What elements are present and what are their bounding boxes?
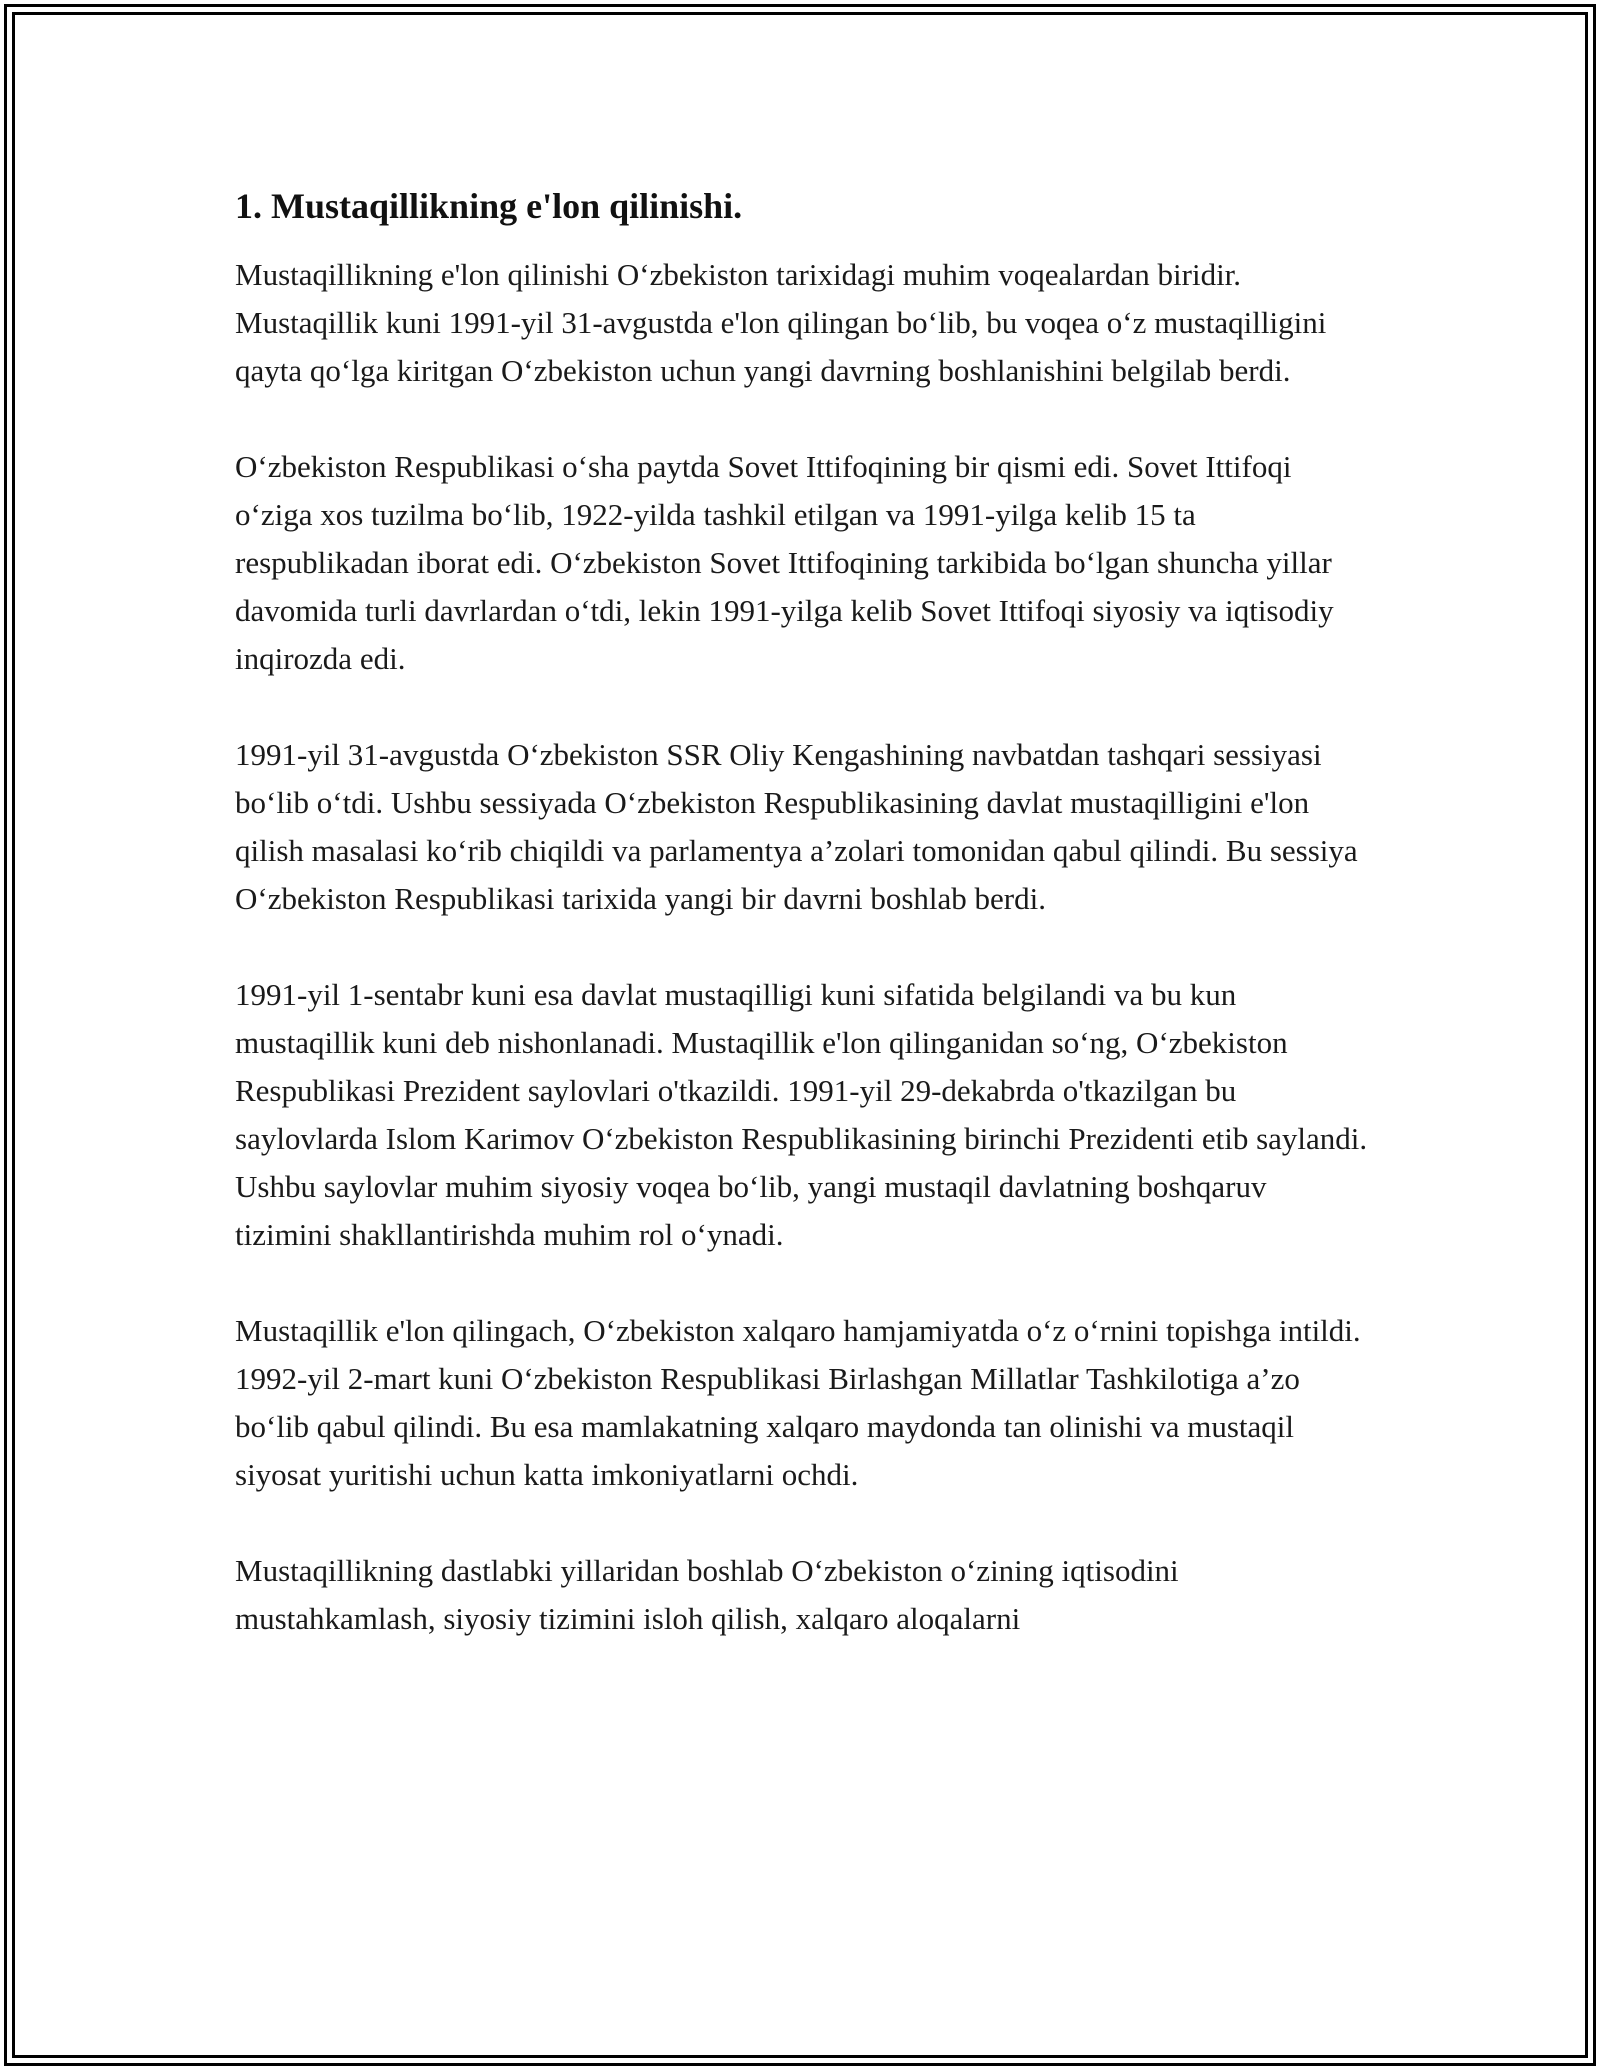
- document-body: [235, 183, 1370, 1691]
- paragraph-1: Mustaqillikning e'lon qilinishi O‘zbekiston tarixidagi muhim voqealardan biridir. Mustaqillik kuni 1991-yil 31-avgustda e'lon qilingan bo‘lib, bu voqea o‘z mustaqilligini qayta qo‘lga kiritgan O‘zbekiston uchun yangi davrning boshlanishini belgilab berdi.: [235, 257, 1327, 388]
- paragraph-2: O‘zbekiston Respublikasi o‘sha paytda Sovet Ittifoqining bir qismi edi. Sovet Ittifoqi o‘ziga xos tuzilma bo‘lib, 1922-yilda tashkil etilgan va 1991-yilga kelib 15 ta respublikadan iborat edi. O‘zbekiston Sovet Ittifoqining tarkibida bo‘lgan shuncha yillar davomida turli davrlardan o‘tdi, lekin 1991-yilga kelib Sovet Ittifoqi siyosiy va iqtisodiy inqirozda edi.: [235, 449, 1334, 676]
- paragraph-3: 1991-yil 31-avgustda O‘zbekiston SSR Oliy Kengashining navbatdan tashqari sessiyasi bo‘lib o‘tdi. Ushbu sessiyada O‘zbekiston Respublikasining davlat mustaqilligini e'lon qilish masalasi ko‘rib chiqildi va parlamentya a’zolari tomonidan qabul qilindi. Bu sessiya O‘zbekiston Respublikasi tarixida yangi bir davrni boshlab berdi.: [235, 737, 1358, 916]
- section-title: 1. Mustaqillikning e'lon qilinishi.: [235, 186, 743, 226]
- paragraph-4: 1991-yil 1-sentabr kuni esa davlat mustaqilligi kuni sifatida belgilandi va bu kun mustaqillik kuni deb nishonlanadi. Mustaqillik e'lon qilinganidan so‘ng, O‘zbekiston Respublikasi Prezident saylovlari o'tkazildi. 1991-yil 29-dekabrda o'tkazilgan bu saylovlarda Islom Karimov O‘zbekiston Respublikasining birinchi Prezidenti etib saylandi. Ushbu saylovlar muhim siyosiy voqea bo‘lib, yangi mustaqil davlatning boshqaruv tizimini shakllantirishda muhim rol o‘ynadi.: [235, 977, 1368, 1252]
- paragraph-6: Mustaqillikning dastlabki yillaridan boshlab O‘zbekiston o‘zining iqtisodini mustahkamlash, siyosiy tizimini isloh qilish, xalqaro aloqalarni: [235, 1553, 1179, 1636]
- paragraph-5: Mustaqillik e'lon qilingach, O‘zbekiston xalqaro hamjamiyatda o‘z o‘rnini topishga intildi. 1992-yil 2-mart kuni O‘zbekiston Respublikasi Birlashgan Millatlar Tashkilotiga a’zo bo‘lib qabul qilindi. Bu esa mamlakatning xalqaro maydonda tan olinishi va mustaqil siyosat yuritishi uchun katta imkoniyatlarni ochdi.: [235, 1313, 1361, 1492]
